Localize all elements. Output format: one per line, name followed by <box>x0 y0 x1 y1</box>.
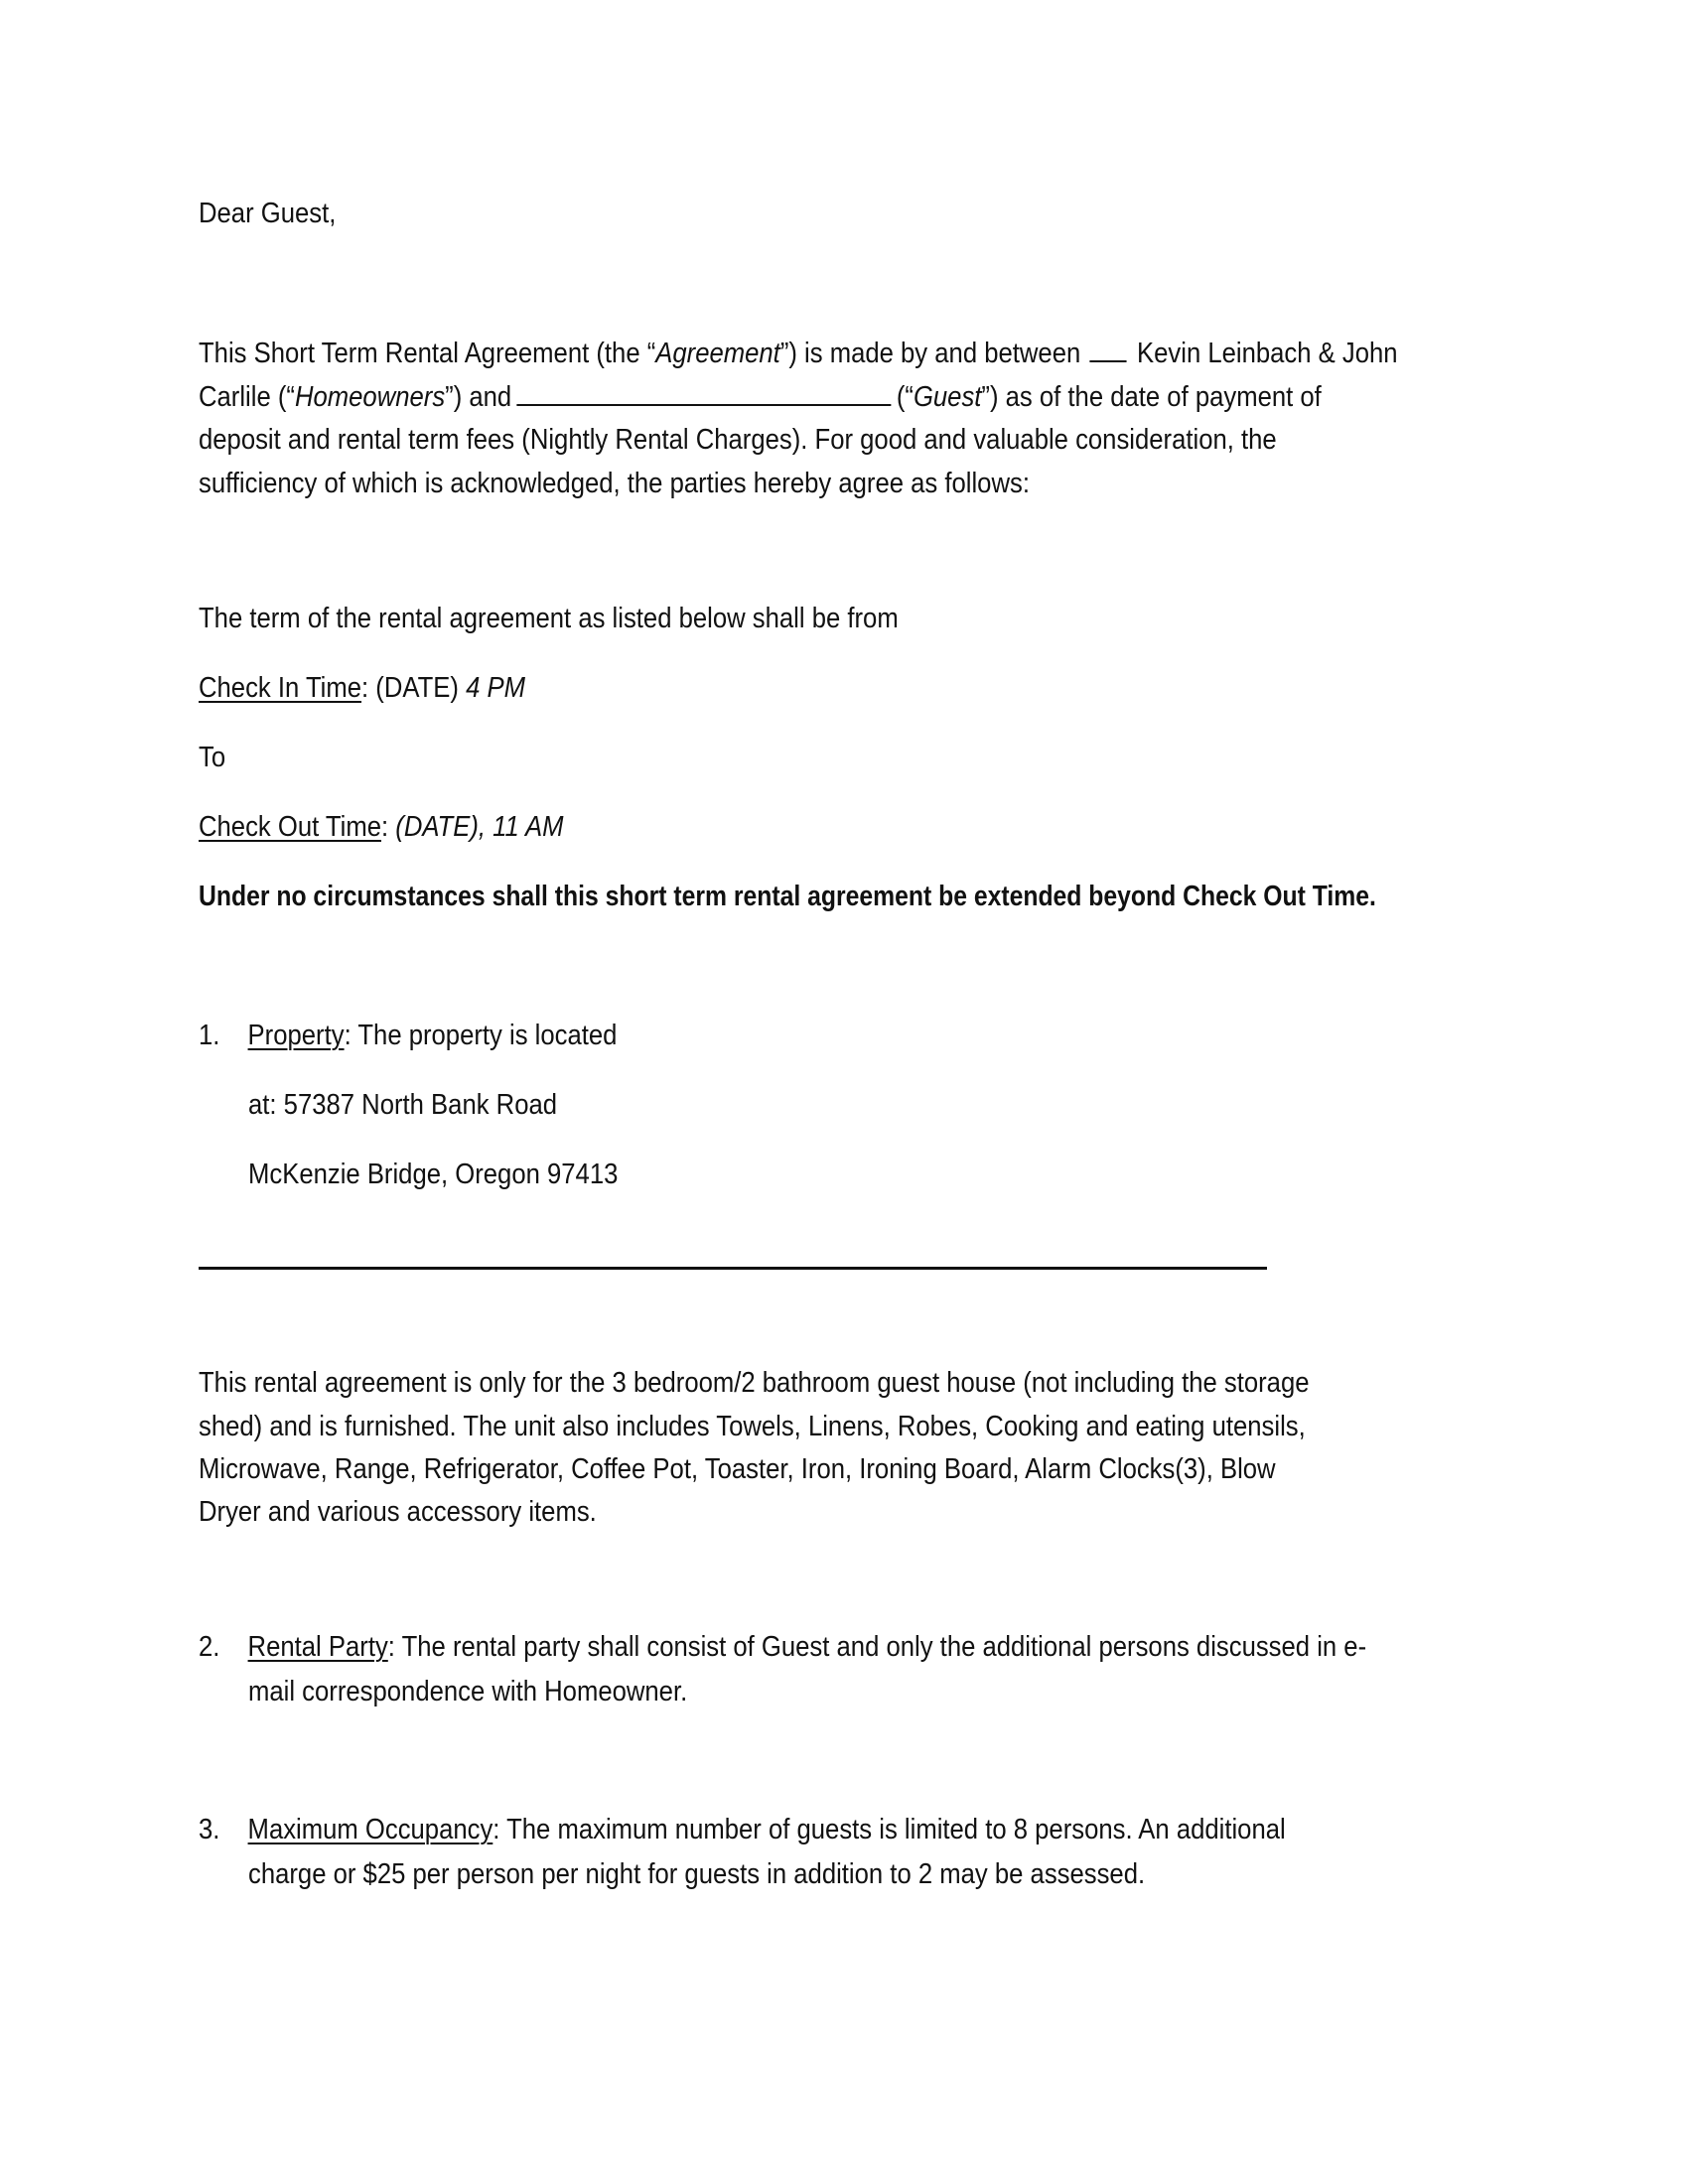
intro-text: (“ <box>896 381 914 413</box>
furnishings-line-3: Microwave, Range, Refrigerator, Coffee Pot, Toaster, Iron, Ironing Board, Alarm Clocks(3), Blow <box>199 1453 1276 1485</box>
item-title: Rental Party <box>247 1631 388 1663</box>
occupancy-line-2: charge or $25 per person per night for guests in addition to 2 may be assessed. <box>248 1858 1146 1890</box>
intro-text: ”) as of the date of payment of <box>981 381 1322 413</box>
agreement-term: Agreement <box>655 338 780 369</box>
item-text: : The rental party shall consist of Guest and only the additional persons discussed in e- <box>387 1631 1367 1663</box>
term-intro: The term of the rental agreement as listed below shall be from <box>199 603 899 634</box>
item-maximum-occupancy <box>199 1812 1286 1847</box>
to-line: To <box>199 742 226 773</box>
intro-text: ”) is made by and between <box>779 338 1081 369</box>
intro-text: This Short Term Rental Agreement (the “ <box>199 338 656 369</box>
intro-line-2 <box>199 378 1322 415</box>
check-out-label: Check Out Time <box>199 811 381 843</box>
check-out-value: (DATE), 11 AM <box>395 811 564 843</box>
check-out-colon: : <box>380 811 396 843</box>
furnishings-line-2: shed) and is furnished. The unit also includes Towels, Linens, Robes, Cooking and eating utensils, <box>199 1411 1306 1442</box>
intro-text: Carlile (“ <box>199 381 295 413</box>
signature-rule-divider <box>199 1267 1267 1270</box>
item-title: Property <box>247 1020 345 1051</box>
property-address-city: McKenzie Bridge, Oregon 97413 <box>248 1159 619 1190</box>
check-out-line <box>199 809 563 845</box>
check-in-date: : (DATE) <box>361 672 467 704</box>
item-property <box>199 1018 617 1053</box>
item-number: 1. <box>199 1020 220 1051</box>
checkout-warning: Under no circumstances shall this short term rental agreement be extended beyond Check Out Time. <box>199 881 1376 912</box>
guest-term: Guest <box>913 381 982 413</box>
intro-line-1 <box>199 335 1398 371</box>
intro-line-3: deposit and rental term fees (Nightly Rental Charges). For good and valuable consideration, the <box>199 424 1277 456</box>
homeowners-names: Kevin Leinbach & John <box>1137 338 1398 369</box>
item-rental-party <box>199 1629 1366 1665</box>
intro-line-4: sufficiency of which is acknowledged, the parties hereby agree as follows: <box>199 468 1030 499</box>
check-in-time: 4 PM <box>466 672 525 704</box>
item-text: : The maximum number of guests is limited to 8 persons. An additional <box>492 1814 1286 1845</box>
check-in-line <box>199 670 525 706</box>
item-text: : The property is located <box>344 1020 618 1051</box>
item-title: Maximum Occupancy <box>247 1814 493 1845</box>
item-number: 2. <box>199 1631 220 1663</box>
property-address-street: at: 57387 North Bank Road <box>248 1089 558 1121</box>
rental-party-line-2: mail correspondence with Homeowner. <box>248 1676 688 1707</box>
furnishings-line-4: Dryer and various accessory items. <box>199 1496 597 1528</box>
salutation: Dear Guest, <box>199 198 337 229</box>
homeowners-term: Homeowners <box>294 381 446 413</box>
homeowner-blank-field[interactable] <box>1089 335 1126 362</box>
item-number: 3. <box>199 1814 220 1845</box>
check-in-label: Check In Time <box>199 672 362 704</box>
furnishings-line-1: This rental agreement is only for the 3 bedroom/2 bathroom guest house (not including the storage <box>199 1367 1310 1399</box>
guest-name-blank-field[interactable] <box>517 378 892 406</box>
intro-text: ”) and <box>445 381 512 413</box>
